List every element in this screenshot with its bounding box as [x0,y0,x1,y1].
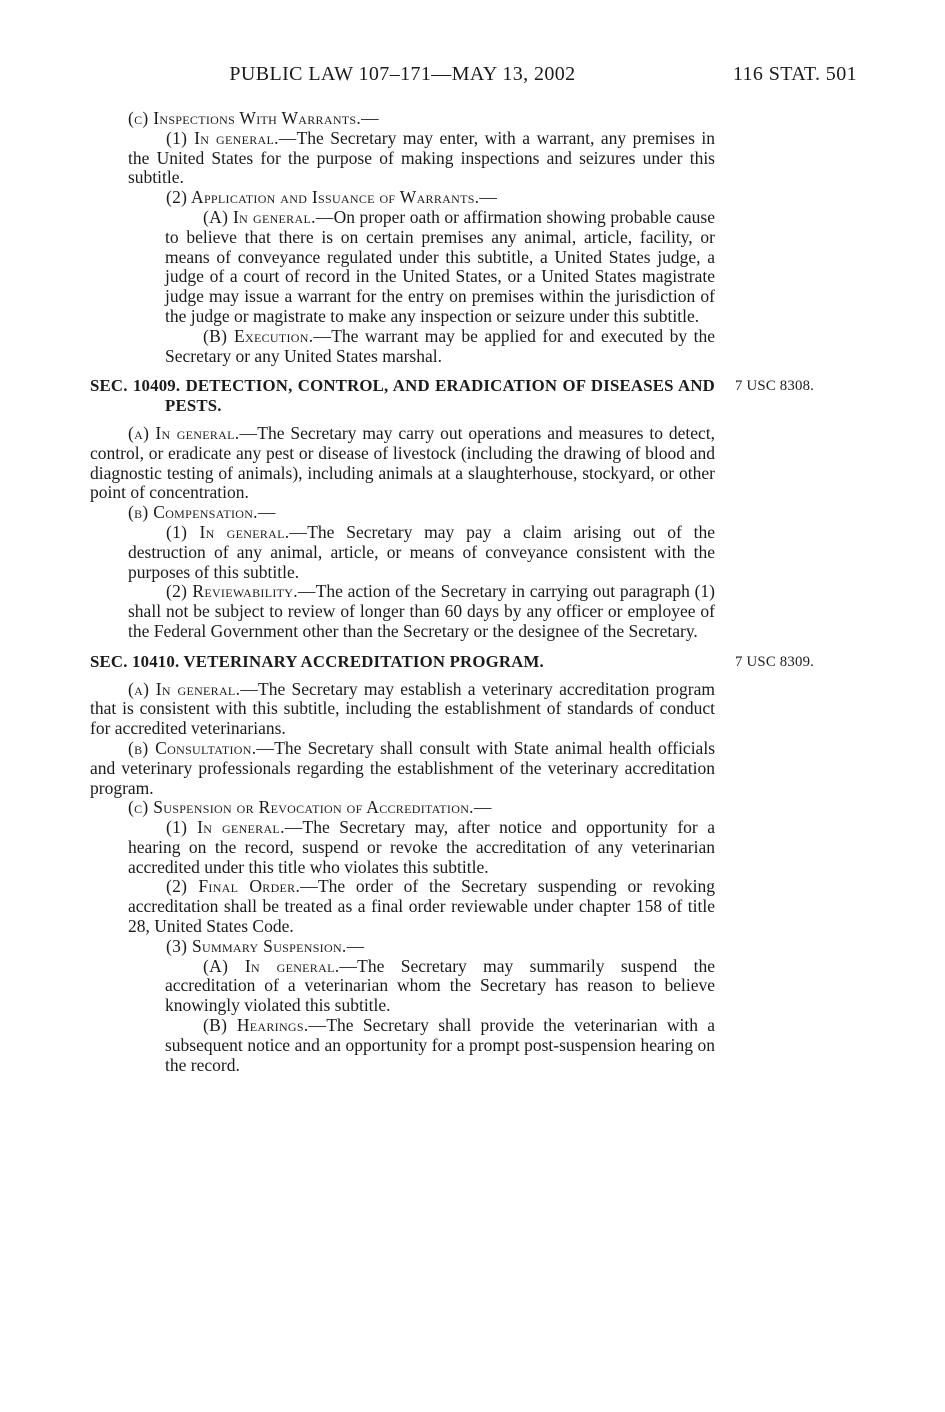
section-heading [90,376,815,416]
statute-paragraph [165,327,715,367]
paragraph-label: (a) In general.— [128,678,259,699]
section-heading [90,651,815,672]
paragraph-text: The warrant may be applied for and executed by the Secretary or any United States marshal. [165,325,715,366]
statute-paragraph [128,129,715,188]
statute-paragraph [165,1016,715,1075]
statute-paragraph [128,877,715,936]
paragraph-label: (1) In general.— [166,817,303,838]
paragraph-text: The Secretary may carry out operations and measures to detect, control, or eradicate any pest or disease of livestock (including the drawing of blood and diagnostic testing of animals), including animals at a slaughterhouse, stockyard, or other point of concentration. [90,422,716,503]
paragraph-label: (c) Suspension or Revocation of Accreditation.— [128,797,492,818]
statute-paragraph [90,739,715,798]
statute-body [90,108,815,1075]
section-heading-text: SEC. 10409. DETECTION, CONTROL, AND ERADICATION OF DISEASES AND PESTS. [90,376,715,416]
stat-page-number: 116 STAT. 501 [732,63,857,85]
paragraph-text: On proper oath or affirmation showing probable cause to believe that there is on certain premises any animal, article, facility, or means of conveyance regulated under this subtitle, a United States judge, a judge of a court of record in the United States, or a United States magistrate judge may issue a warrant for the entry on premises within the jurisdiction of the judge or magistrate to make any inspection or seizure under this subtitle. [165,206,715,326]
statute-paragraph [90,109,715,129]
statute-paragraph [128,188,715,208]
paragraph-label: (c) Inspections With Warrants.— [128,108,379,128]
statute-paragraph [128,582,715,641]
paragraph-text: The Secretary may enter, with a warrant, any premises in the United States for the purpose of making inspections and seizures under this subtitle. [128,127,715,188]
statute-paragraph [90,680,715,739]
statute-paragraph [90,503,715,523]
paragraph-text: The Secretary may, after notice and opportunity for a hearing on the record, suspend or revoke the accreditation of any veterinarian accredited under this title who violates this subtitle. [128,817,715,877]
paragraph-label: (b) Consultation.— [128,737,275,758]
section-heading-text: SEC. 10410. VETERINARY ACCREDITATION PROGRAM. [90,651,544,671]
paragraph-label: (B) Hearings.— [203,1015,327,1036]
paragraph-label: (2) Reviewability.— [166,581,316,602]
paragraph-label: (1) In general.— [166,521,308,542]
paragraph-label: (B) Execution.— [203,325,332,346]
paragraph-label: (3) Summary Suspension.— [166,935,365,956]
paragraph-text: The Secretary may pay a claim arising out of the destruction of any animal, article, or means of conveyance consistent with the purposes of this subtitle. [128,521,715,582]
paragraph-label: (A) In general.— [203,955,358,976]
paragraph-text: The Secretary shall provide the veterinarian with a subsequent notice and an opportunity for a prompt post-suspension hearing on the record. [165,1015,715,1075]
paragraph-text: The Secretary shall consult with State animal health officials and veterinary professionals regarding the establishment of the veterinary accreditation program. [90,737,716,798]
paragraph-label: (A) In general.— [203,206,334,227]
law-title: PUBLIC LAW 107–171—MAY 13, 2002 [229,63,576,85]
paragraph-label: (b) Compensation.— [128,502,276,523]
paragraph-text: The order of the Secretary suspending or revoking accreditation shall be treated as a final order reviewable under chapter 158 of title 28, United States Code. [128,876,715,937]
statute-paragraph [90,424,715,503]
paragraph-label: (2) Final Order.— [166,876,318,897]
paragraph-label: (a) In general.— [128,422,258,443]
statute-paragraph [165,208,715,327]
page-header [0,63,945,89]
statute-paragraph [128,523,715,582]
paragraph-text: The Secretary may establish a veterinary accreditation program that is consistent with this subtitle, including the establishment of standards of conduct for accredited veterinarians. [90,678,715,739]
statute-paragraph [128,937,715,957]
usc-citation-note: 7 USC 8309. [735,653,815,670]
statute-paragraph [90,798,715,818]
statute-paragraph [128,818,715,877]
usc-citation-note: 7 USC 8308. [735,378,815,395]
statute-paragraph [165,957,715,1016]
paragraph-text: The action of the Secretary in carrying out paragraph (1) shall not be subject to review of longer than 60 days by any officer or employee of the Federal Government other than the Secretary or the designee of the Secretary. [128,581,715,641]
paragraph-label: (2) Application and Issuance of Warrants.— [166,187,498,208]
paragraph-label: (1) In general.— [166,127,297,148]
paragraph-text: The Secretary may summarily suspend the accreditation of a veterinarian whom the Secretary has reason to believe knowingly violated this subtitle. [165,955,715,1016]
